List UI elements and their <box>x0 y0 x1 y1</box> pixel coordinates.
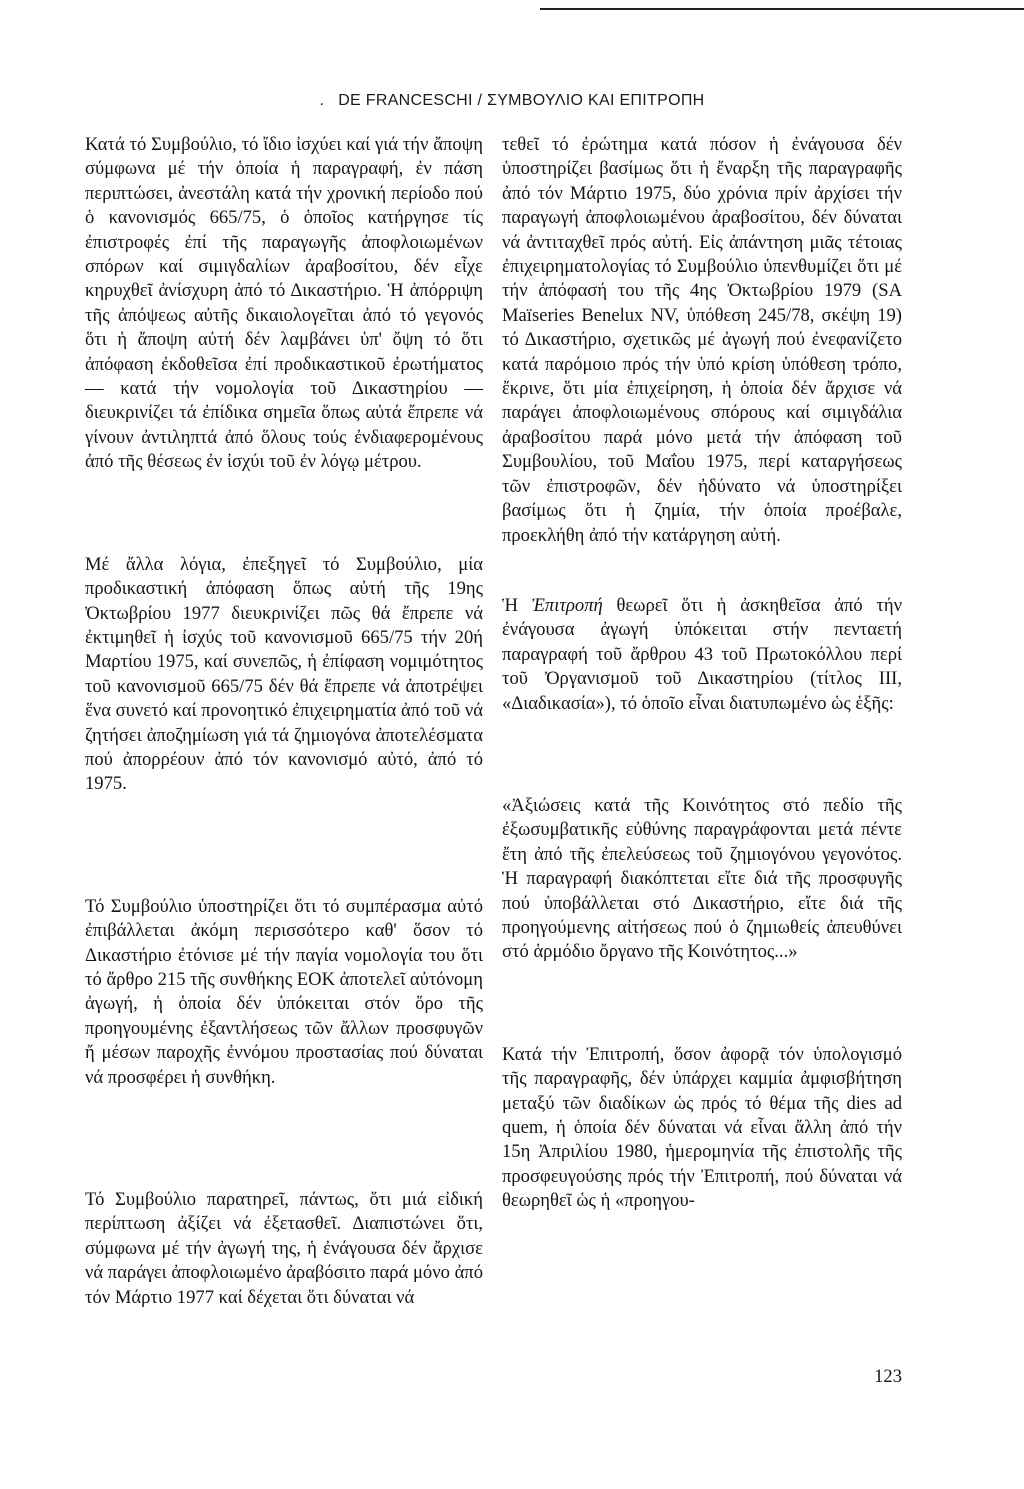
top-rule <box>540 8 1024 10</box>
paragraph-gap <box>502 965 902 1043</box>
running-head <box>0 92 1024 110</box>
right-column <box>502 133 902 1214</box>
right-paragraph-4: Κατά τήν Ἐπιτροπή, ὅσον ἀφορᾷ τόν ὑπολογισμό τῆς παραγραφῆς, δέν ὑπάρχει καμμία ἀμφισβήτηση μεταξύ τῶν διαδίκων ὡς πρός τό θέμα τῆς dies ad quem, ἡ ὁποία δέν δύναται νά εἶναι ἄλλη ἀπό τήν 15η Ἀπριλίου 1980, ἡμερομηνία τῆς ἐπιστολῆς τῆς προσφευγούσης πρός τήν Ἐπιτροπή, πού δύναται νά θεωρηθεῖ ὡς ἡ «προηγου- <box>502 1043 902 1212</box>
left-paragraph-1: Κατά τό Συμβούλιο, τό ἴδιο ἰσχύει καί γιά τήν ἄποψη σύμφωνα μέ τήν ὁποία ἡ παραγραφή, ἐν πάση περιπτώσει, ἀνεστάλη κατά τήν χρονική περίοδο πού ὁ κανονισμός 665/75, ὁ ὁποῖος κατήργησε τίς ἐπιστροφές ἐπί τῆς παραγωγῆς ἀποφλοιωμένων σπόρων καί σιμιγδαλίων ἀραβοσίτου, δέν εἶχε κηρυχθεῖ ἀνίσχυρη ἀπό τό Δικαστήριο. Ἡ ἀπόρριψη τῆς ἀπόψεως αὐτῆς δικαιολογεῖται ἀπό τό γεγονός ὅτι ἡ ἄποψη αὐτή δέν λαμβάνει ὑπ' ὄψη τό ὅτι ἀπόφαση ἐκδοθεῖσα ἐπί προδικαστικοῦ ἐρωτήματος — κατά τήν νομολογία τοῦ Δικαστηρίου — διευκρινίζει τά ἐπίδικα σημεῖα ὅπως αὐτά ἔπρεπε νά γίνουν ἀντιληπτά ἀπό ὅλους τούς ἐνδιαφερομένους ἀπό τῆς θέσεως ἐν ἰσχύι τοῦ ἐν λόγῳ μέτρου. <box>85 134 483 473</box>
right-paragraph-1: τεθεῖ τό ἐρώτημα κατά πόσον ἡ ἐνάγουσα δέν ὑποστηρίζει βασίμως ὅτι ἡ ἔναρξη τῆς παραγραφῆς ἀπό τόν Μάρτιο 1975, δύο χρόνια πρίν ἀρχίσει τήν παραγωγή ἀποφλοιωμένου ἀραβοσίτου, δέν δύναται νά ἀντιταχθεῖ πρός αὐτή. Εἰς ἀπάντηση μιᾶς τέτοιας ἐπιχειρηματολογίας τό Συμβούλιο ὑπενθυμίζει ὅτι μέ τήν ἀπόφασή του τῆς 4ης Ὀκτωβρίου 1979 (SA Maïseries Benelux NV, ὑπόθεση 245/78, σκέψη 19) τό Δικαστήριο, σχετικῶς μέ ἀγωγή πού ἐνεφανίζετο κατά παρόμοιο πρός τήν ὑπό κρίση ὑπόθεση τρόπο, ἔκρινε, ὅτι μία ἐπιχείρηση, ἡ ὁποία δέν ἄρχισε νά παράγει ἀποφλοιωμένους σπόρους καί σιμιγδάλια ἀραβοσίτου παρά μόνο μετά τήν ἀπόφαση τοῦ Συμβουλίου, τοῦ Μαΐου 1975, περί καταργήσεως τῶν ἐπιστροφῶν, δέν ἠδύνατο νά ὑποστηρίξει βασίμως ὅτι ἡ ζημία, τήν ὁποία προέβαλε, προεκλήθη ἀπό τήν κατάργηση αὐτή. <box>502 134 902 546</box>
page-number: 123 <box>874 1366 902 1387</box>
left-paragraph-4: Τό Συμβούλιο παρατηρεῖ, πάντως, ὅτι μιά εἰδική περίπτωση ἀξίζει νά ἐξετασθεῖ. Διαπιστώνει ὅτι, σύμφωνα μέ τήν ἀγωγή της, ἡ ἐνάγουσα δέν ἄρχισε νά παράγει ἀποφλοιωμένο ἀραβόσιτο παρά μόνο ἀπό τόν Μάρτιο 1977 καί δέχεται ὅτι δύναται νά <box>85 1189 483 1308</box>
paragraph-gap <box>502 548 902 594</box>
right-paragraph-2-text: θεωρεῖ ὅτι ἡ ἀσκηθεῖσα ἀπό τήν ἐνάγουσα ἀγωγή ὑπόκειται στήν πενταετή παραγραφή τοῦ ἄρθρου 43 τοῦ Πρωτοκόλλου περί τοῦ Ὀργανισμοῦ τοῦ Δικαστηρίου (τίτλος III, «Διαδικασία»), τό ὁποῖο εἶναι διατυπωμένο ὡς ἑξῆς: <box>502 594 902 714</box>
commission-emphasis: Ἐπιτροπή <box>531 594 603 616</box>
paragraph-gap <box>85 1090 483 1188</box>
paragraph-gap <box>85 797 483 895</box>
right-paragraph-2 <box>502 594 902 716</box>
right-paragraph-3-quote: «Ἀξιώσεις κατά τῆς Κοινότητος στό πεδίο τῆς ἐξωσυμβατικῆς εὐθύνης παραγράφονται μετά πέντε ἔτη ἀπό τῆς ἐπελεύσεως τοῦ ζημιογόνου γεγονότος. Ἡ παραγραφή διακόπτεται εἴτε διά τῆς προσφυγῆς πού ὑποβάλλεται στό Δικαστήριο, εἴτε διά τῆς προηγούμενης αἰτήσεως πού ὁ ζημιωθείς ἀπευθύνει στό ἁρμόδιο ὄργανο τῆς Κοινότητος...» <box>502 794 902 963</box>
paragraph-gap <box>502 716 902 794</box>
running-head-mark: . <box>319 92 325 109</box>
right-paragraph-2-lead: Ἡ <box>502 594 532 616</box>
left-paragraph-2: Μέ ἄλλα λόγια, ἐπεξηγεῖ τό Συμβούλιο, μία προδικαστική ἀπόφαση ὅπως αὐτή τῆς 19ης Ὀκτωβρίου 1977 διευκρινίζει πῶς θά ἔπρεπε νά ἐκτιμηθεῖ ἡ ἰσχύς τοῦ κανονισμοῦ 665/75 τήν 20ή Μαρτίου 1975, καί συνεπῶς, ἡ ἐπίφαση νομιμότητος τοῦ κανονισμοῦ 665/75 δέν θά ἔπρεπε νά ἀποτρέψει ἕνα συνετό καί προνοητικό ἐπιχειρηματία ἀπό τοῦ νά ζητήσει ἀποζημίωση γιά τά ζημιογόνα ἀποτελέσματα πού ἀπορρέουν ἀπό τόν κανονισμό αὐτό, ἀπό τό 1975. <box>85 553 483 795</box>
left-paragraph-3: Τό Συμβούλιο ὑποστηρίζει ὅτι τό συμπέρασμα αὐτό ἐπιβάλλεται ἀκόμη περισσότερο καθ' ὅσον τό Δικαστήριο ἐτόνισε μέ τήν παγία νομολογία του ὅτι τό ἄρθρο 215 τῆς συνθήκης ΕΟΚ ἀποτελεῖ αὐτόνομη ἀγωγή, ἡ ὁποία δέν ὑπόκειται στόν ὅρο τῆς προηγουμένης ἐξαντλήσεως τῶν ἄλλων προσφυγῶν ἤ μέσων παροχῆς ἐννόμου προστασίας πού δύναται νά προσφέρει ἡ συνθήκη. <box>85 895 483 1088</box>
left-column <box>85 133 483 1310</box>
running-head-title: DE FRANCESCHI / ΣΥΜΒΟΥΛΙΟ ΚΑΙ ΕΠΙΤΡΟΠΗ <box>338 92 705 109</box>
paragraph-gap <box>85 475 483 553</box>
